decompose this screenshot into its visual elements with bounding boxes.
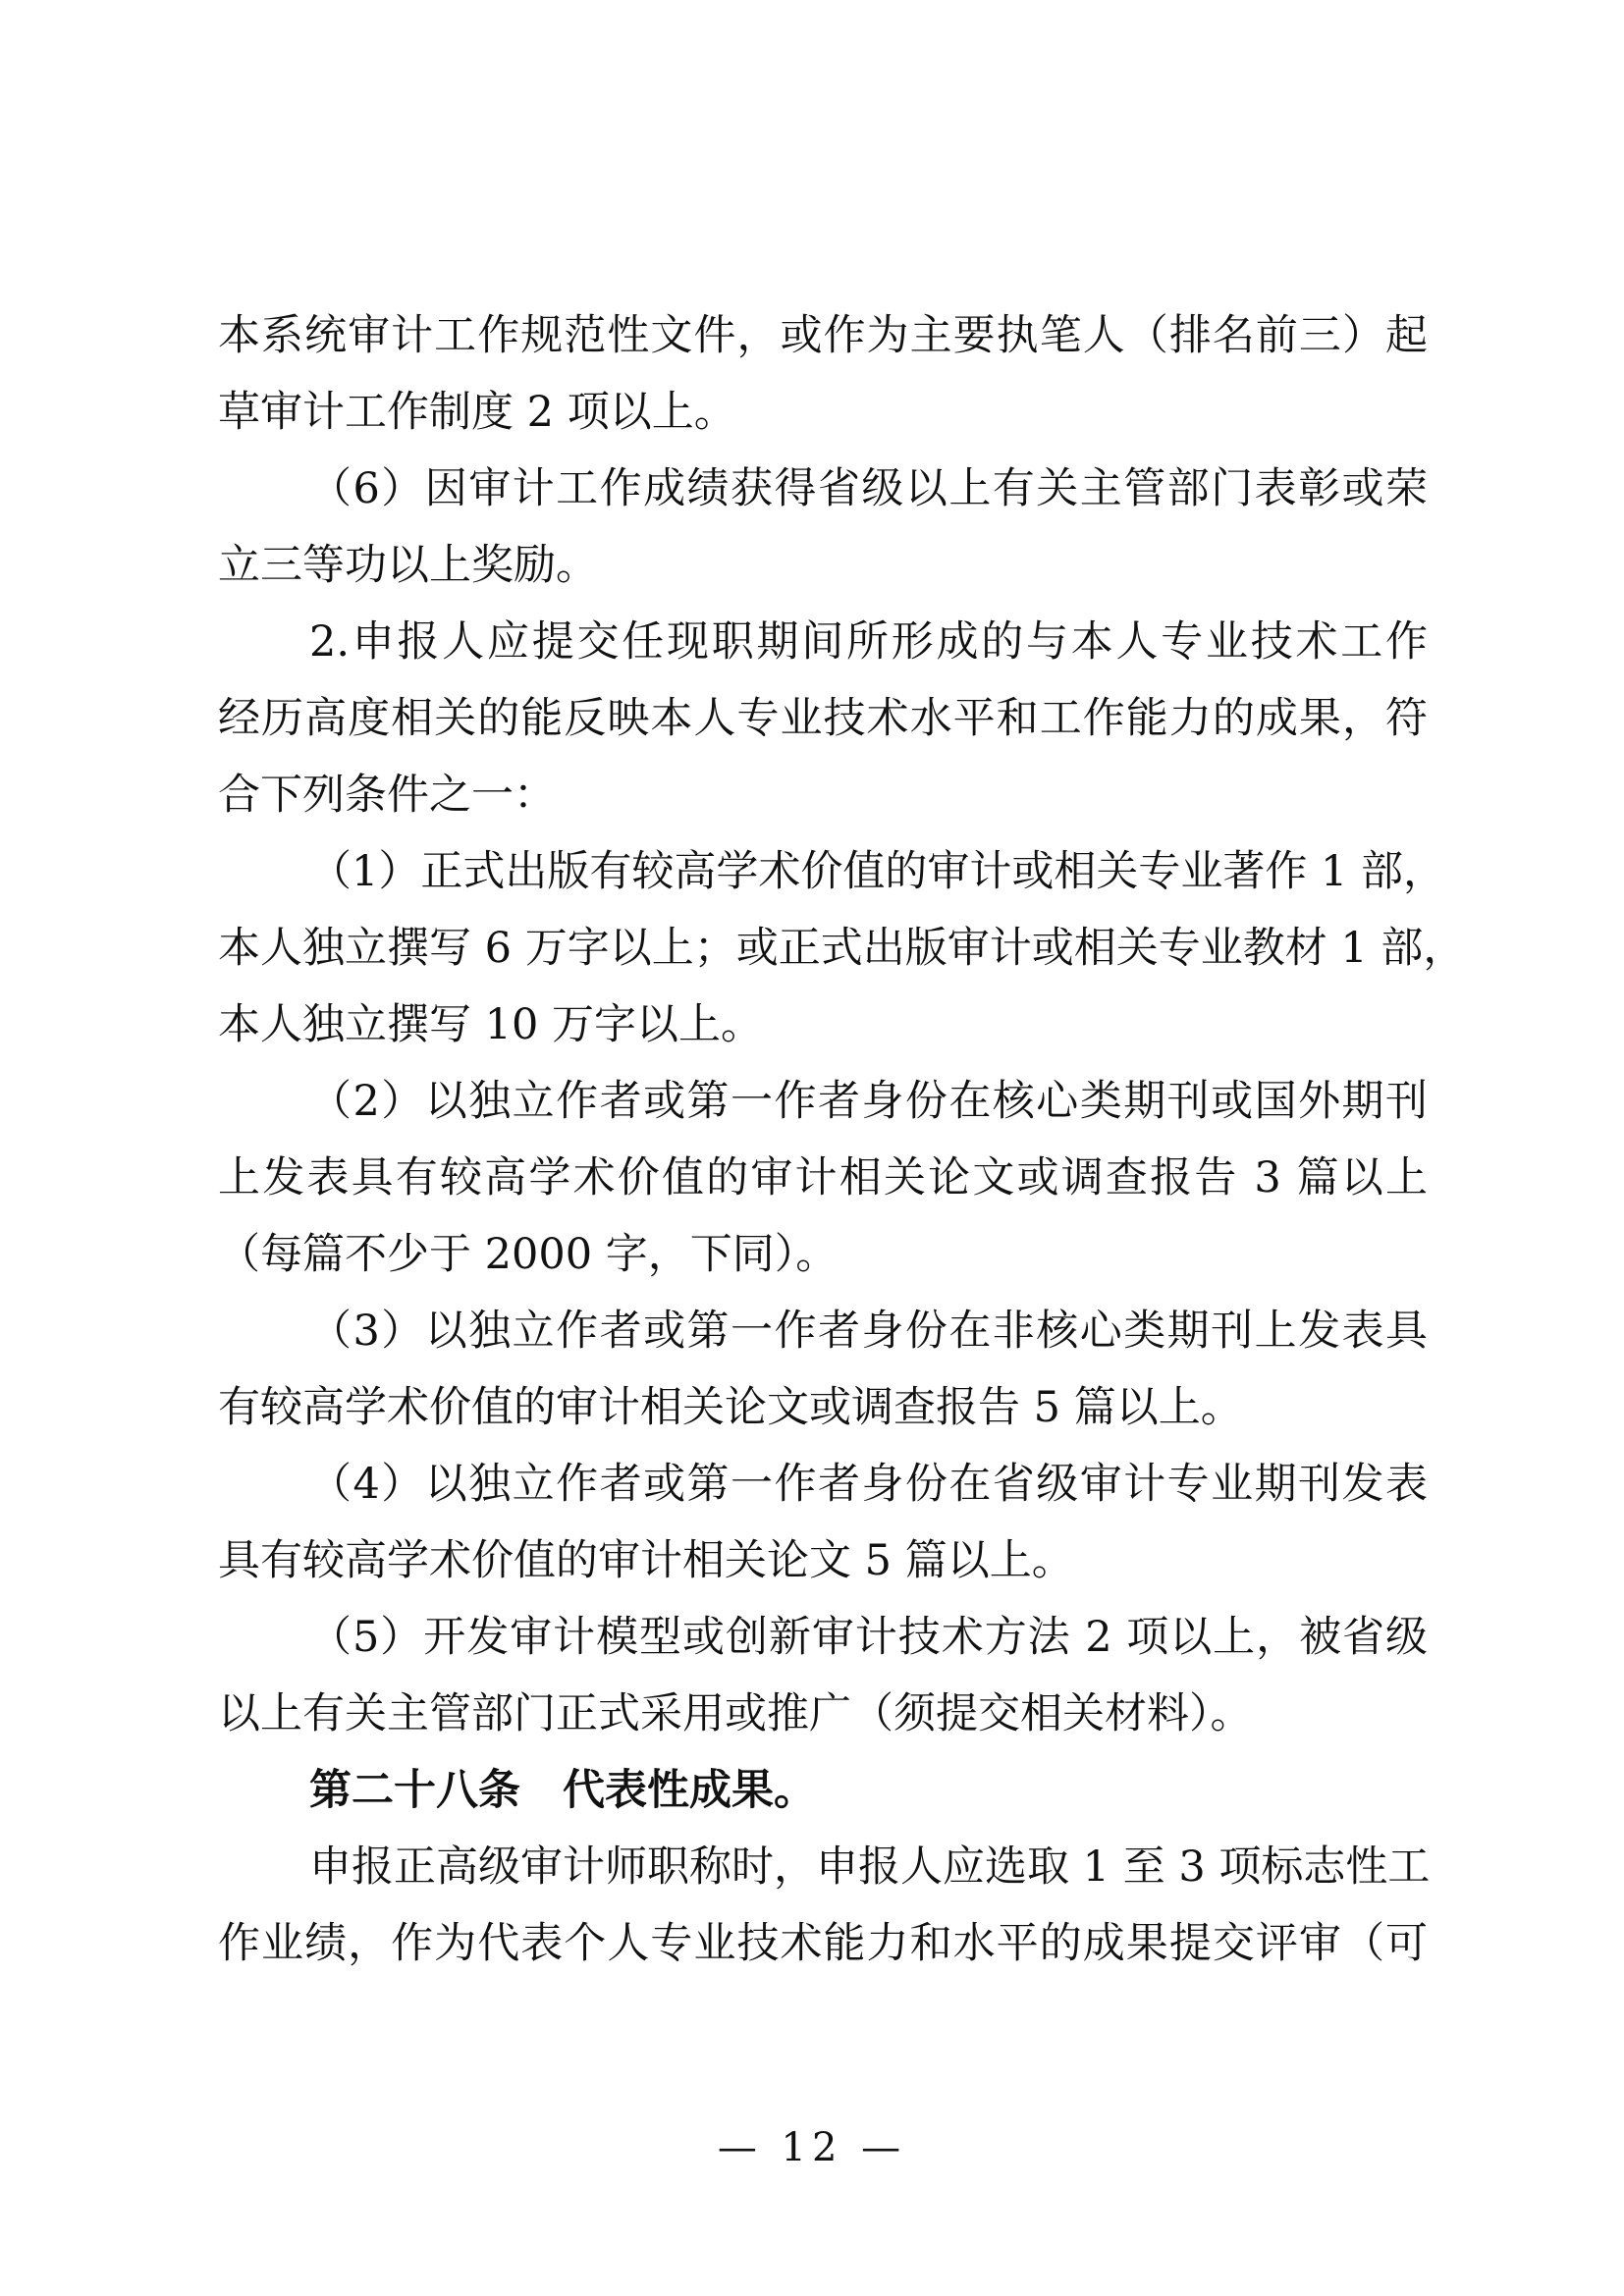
body-line: 本系统审计工作规范性文件，或作为主要执笔人（排名前三）起 (218, 311, 1428, 360)
body-line: 合下列条件之一： (218, 771, 556, 820)
article-heading: 第二十八条 代表性成果。 (309, 1766, 816, 1815)
list-item-line: （1）正式出版有较高学术价值的审计或相关专业著作 1 部， (309, 847, 1446, 896)
body-line: 经历高度相关的能反映本人专业技术水平和工作能力的成果，符 (218, 694, 1428, 743)
body-line: 草审计工作制度 2 项以上。 (218, 388, 736, 437)
list-item-line: 立三等功以上奖励。 (218, 541, 598, 590)
body-line: 申报正高级审计师职称时，申报人应选取 1 至 3 项标志性工 (309, 1842, 1431, 1892)
list-item-line: （3）以独立作者或第一作者身份在非核心类期刊上发表具 (309, 1307, 1428, 1356)
list-item-line: （每篇不少于 2000 字，下同）。 (218, 1230, 839, 1279)
list-item-line: （6）因审计工作成绩获得省级以上有关主管部门表彰或荣 (309, 464, 1428, 513)
body-line: 2.申报人应提交任现职期间所形成的与本人专业技术工作 (309, 617, 1428, 667)
list-item-line: 上发表具有较高学术价值的审计相关论文或调查报告 3 篇以上 (218, 1153, 1428, 1202)
list-item-line: 以上有关主管部门正式采用或推广（须提交相关材料）。 (218, 1689, 1253, 1738)
list-item-line: 本人独立撰写 10 万字以上。 (218, 1000, 764, 1049)
list-item-line: 本人独立撰写 6 万字以上；或正式出版审计或相关专业教材 1 部， (218, 924, 1466, 973)
list-item-line: 具有较高学术价值的审计相关论文 5 篇以上。 (218, 1536, 1074, 1585)
body-line: 作业绩，作为代表个人专业技术能力和水平的成果提交评审（可 (218, 1919, 1428, 1968)
list-item-line: （4）以独立作者或第一作者身份在省级审计专业期刊发表 (309, 1460, 1428, 1509)
list-item-line: 有较高学术价值的审计相关论文或调查报告 5 篇以上。 (218, 1383, 1243, 1432)
list-item-line: （5）开发审计模型或创新审计技术方法 2 项以上，被省级 (309, 1613, 1428, 1662)
list-item-line: （2）以独立作者或第一作者身份在核心类期刊或国外期刊 (309, 1077, 1428, 1126)
page-number: — 12 — (717, 2125, 907, 2170)
